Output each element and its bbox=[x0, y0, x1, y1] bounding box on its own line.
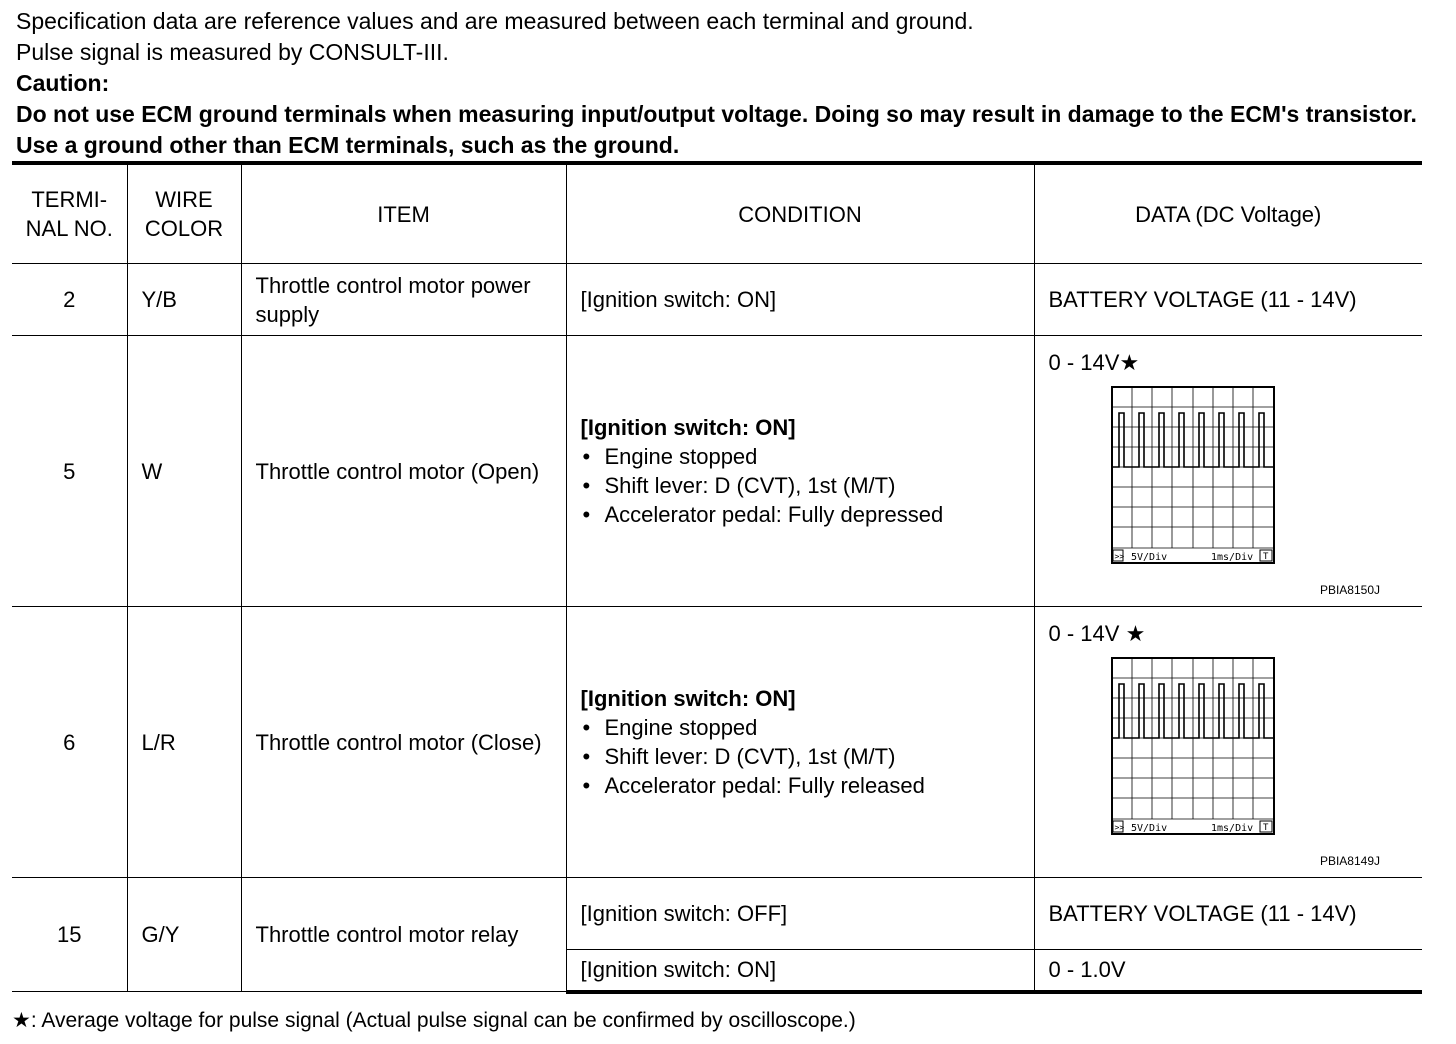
data-value: 0 - 14V ★ bbox=[1048, 621, 1146, 646]
figure-code: PBIA8150J bbox=[1319, 583, 1380, 597]
terminal-no: 6 bbox=[12, 607, 127, 878]
wire-color: G/Y bbox=[127, 878, 241, 992]
wire-color: W bbox=[127, 336, 241, 607]
list-item: • Engine stopped bbox=[581, 442, 1020, 471]
scope-volt-div: 5V/Div bbox=[1130, 552, 1167, 563]
star-icon: ★ bbox=[1119, 350, 1140, 375]
item: Throttle control motor (Close) bbox=[241, 607, 566, 878]
header-condition: CONDITION bbox=[566, 163, 1034, 264]
scope-time-div: 1ms/Div bbox=[1210, 552, 1253, 563]
terminal-spec-table bbox=[12, 161, 1422, 994]
header-data: DATA (DC Voltage) bbox=[1034, 163, 1422, 264]
scope-trigger-mark: T bbox=[1262, 552, 1268, 562]
scope-volt-div: 5V/Div bbox=[1130, 823, 1167, 834]
header-wire-color: WIRE COLOR bbox=[127, 163, 241, 264]
table-row bbox=[12, 264, 1422, 336]
terminal-no: 15 bbox=[12, 878, 127, 992]
data-value: BATTERY VOLTAGE (11 - 14V) bbox=[1034, 264, 1422, 336]
condition: [Ignition switch: ON] bbox=[566, 950, 1034, 992]
table-row bbox=[12, 336, 1422, 607]
scope-trigger-mark: T bbox=[1262, 823, 1268, 833]
data-value: 0 - 1.0V bbox=[1034, 950, 1422, 992]
table-row bbox=[12, 607, 1422, 878]
figure-code: PBIA8149J bbox=[1319, 854, 1380, 868]
condition bbox=[566, 607, 1034, 878]
scope-arrow: >> bbox=[1114, 823, 1124, 832]
item: Throttle control motor (Open) bbox=[241, 336, 566, 607]
condition-title: [Ignition switch: ON] bbox=[580, 415, 796, 440]
table-header-row bbox=[12, 163, 1422, 264]
condition: [Ignition switch: OFF] bbox=[566, 878, 1034, 950]
list-item: • Engine stopped bbox=[581, 713, 1020, 742]
list-item: • Shift lever: D (CVT), 1st (M/T) bbox=[581, 471, 1020, 500]
spec-note: Specification data are reference values and are measured between each terminal and ground. bbox=[16, 8, 974, 34]
table-row bbox=[12, 878, 1422, 950]
condition-list bbox=[581, 442, 1020, 529]
caution-text: Do not use ECM ground terminals when measuring input/output voltage. Doing so may result in damage to the ECM's transistor. Use a ground other than ECM terminals, such as the ground. bbox=[16, 101, 1417, 158]
pulse-note: Pulse signal is measured by CONSULT-III. bbox=[16, 39, 449, 65]
terminal-no: 2 bbox=[12, 264, 127, 336]
intro-section bbox=[16, 6, 1436, 161]
item: Throttle control motor power supply bbox=[241, 264, 566, 336]
list-item: • Accelerator pedal: Fully released bbox=[581, 771, 1020, 800]
star-icon: ★ bbox=[1125, 621, 1146, 646]
oscilloscope-waveform bbox=[1111, 386, 1277, 566]
condition bbox=[566, 336, 1034, 607]
condition: [Ignition switch: ON] bbox=[566, 264, 1034, 336]
terminal-no: 5 bbox=[12, 336, 127, 607]
footnote: ★: Average voltage for pulse signal (Actual pulse signal can be confirmed by oscilloscope.) bbox=[12, 1009, 856, 1032]
caution-label: Caution: bbox=[16, 70, 110, 96]
data-value: BATTERY VOLTAGE (11 - 14V) bbox=[1034, 878, 1422, 950]
item: Throttle control motor relay bbox=[241, 878, 566, 992]
list-item: • Shift lever: D (CVT), 1st (M/T) bbox=[581, 742, 1020, 771]
list-item: • Accelerator pedal: Fully depressed bbox=[581, 500, 1020, 529]
data-waveform-cell bbox=[1034, 336, 1422, 607]
header-terminal: TERMI-NAL NO. bbox=[12, 163, 127, 264]
header-item: ITEM bbox=[241, 163, 566, 264]
wire-color: L/R bbox=[127, 607, 241, 878]
scope-time-div: 1ms/Div bbox=[1210, 823, 1253, 834]
oscilloscope-waveform bbox=[1111, 657, 1277, 837]
scope-arrow: >> bbox=[1114, 552, 1124, 561]
data-waveform-cell bbox=[1034, 607, 1422, 878]
star-icon: ★ bbox=[12, 1009, 31, 1032]
condition-list bbox=[581, 713, 1020, 800]
wire-color: Y/B bbox=[127, 264, 241, 336]
condition-title: [Ignition switch: ON] bbox=[580, 686, 796, 711]
data-value: 0 - 14V★ bbox=[1048, 350, 1140, 375]
